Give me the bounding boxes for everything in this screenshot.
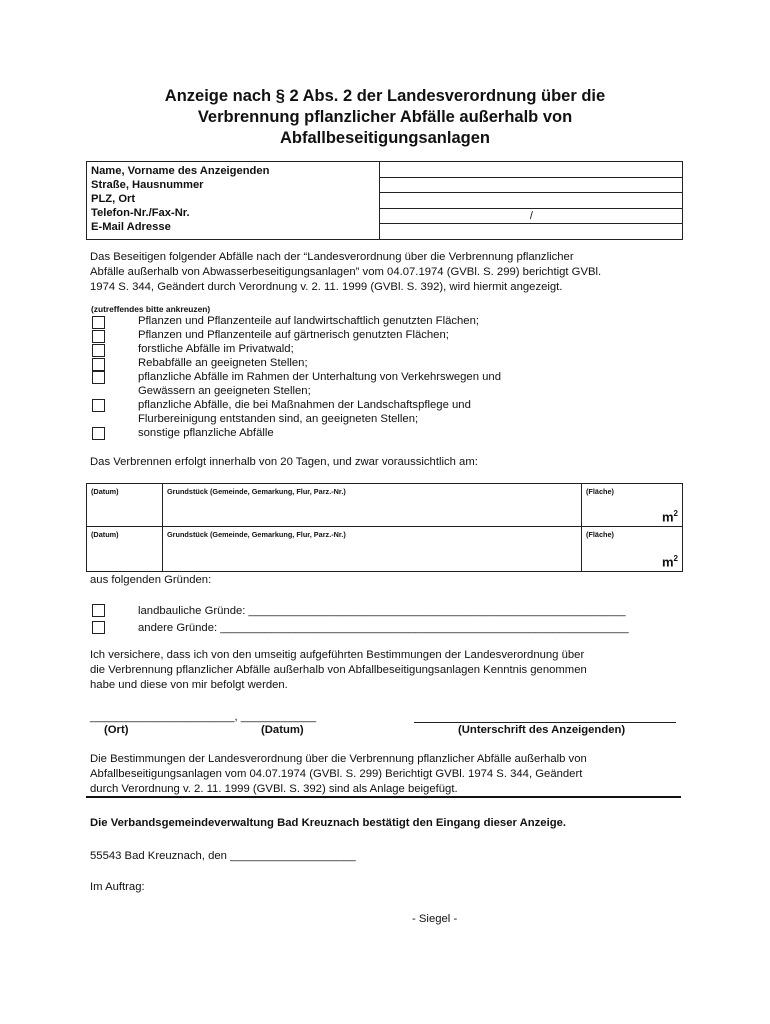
check-hint: (zutreffendes bitte ankreuzen) (91, 304, 211, 314)
place-date-blank[interactable]: _______________________, ____________ (90, 711, 317, 723)
on-behalf-label: Im Auftrag: (90, 881, 145, 893)
checkbox-traffic-routes[interactable] (92, 371, 105, 384)
signature-caption: (Unterschrift des Anzeigenden) (458, 724, 626, 736)
seal-label: - Siegel - (412, 913, 458, 925)
date-table-row (86, 483, 683, 527)
date-cell[interactable] (87, 527, 163, 571)
date-cell[interactable] (87, 484, 163, 526)
reason-agri: landbauliche Gründe: ____________________________________________________________ (138, 605, 626, 617)
plot-header: Grundstück (Gemeinde, Gemarkung, Flur, Parz.-Nr.) (167, 530, 346, 539)
checkbox-other-plant[interactable] (92, 427, 105, 440)
unit-sup: 2 (673, 508, 678, 518)
option-label: forstliche Abfälle im Privatwald; (138, 343, 294, 355)
phone-label: Telefon-Nr./Fax-Nr. (91, 207, 190, 219)
title-line: Verbrennung pflanzlicher Abfälle außerhalb von (197, 108, 573, 126)
burn-text: Das Verbrennen erfolgt innerhalb von 20 Tagen, und zwar voraussichtlich am: (90, 456, 478, 468)
name-label: Name, Vorname des Anzeigenden (91, 165, 270, 177)
area-cell[interactable] (582, 484, 682, 526)
checkbox-agri-reasons[interactable] (92, 604, 105, 617)
street-label: Straße, Hausnummer (91, 179, 204, 191)
option-label: Gewässern an geeigneten Stellen; (138, 385, 311, 397)
applicant-table (86, 161, 683, 240)
intro-paragraph (90, 250, 601, 295)
assurance-line: Ich versichere, dass ich von den umseitig aufgeführten Bestimmungen der Landesverordnung über (90, 649, 585, 661)
plot-cell[interactable] (163, 527, 582, 571)
unit-sup: 2 (673, 553, 678, 563)
city-field[interactable] (380, 193, 682, 209)
reason-other: andere Gründe: _________________________________________________________________ (138, 622, 629, 634)
attachment-line: Die Bestimmungen der Landesverordnung über die Verbrennung pflanzlicher Abfälle außerhalb von (90, 753, 587, 765)
name-field[interactable] (380, 162, 682, 178)
title-line: Anzeige nach § 2 Abs. 2 der Landesverordnung über die (164, 87, 606, 105)
section-divider (86, 796, 681, 798)
attachment-line: durch Verordnung v. 2. 11. 1999 (GVBl. S. 392) sind als Anlage beigefügt. (90, 783, 458, 795)
intro-line: Das Beseitigen folgender Abfälle nach der “Landesverordnung über die Verbrennung pflanzlicher (90, 251, 574, 263)
area-unit (662, 554, 678, 569)
option-label: pflanzliche Abfälle, die bei Maßnahmen der Landschaftspflege und (138, 399, 471, 411)
area-header: (Fläche) (586, 530, 614, 539)
date-header: (Datum) (91, 530, 119, 539)
title-line: Abfallbeseitigungsanlagen (280, 129, 490, 147)
assurance-line: habe und diese von mir befolgt werden. (90, 679, 288, 691)
unit-text: m (661, 509, 674, 524)
office-place-date: 55543 Bad Kreuznach, den ____________________ (90, 850, 356, 862)
assurance-line: die Verbrennung pflanzlicher Abfälle außerhalb von Abfallbeseitigungsanlagen Kenntnis genommen (90, 664, 587, 676)
date-header: (Datum) (91, 487, 119, 496)
date-table-row (86, 526, 683, 572)
waste-options (138, 314, 501, 440)
phone-separator: / (529, 209, 533, 222)
area-header: (Fläche) (586, 487, 614, 496)
office-confirmation: Die Verbandsgemeindeverwaltung Bad Kreuznach bestätigt den Eingang dieser Anzeige. (90, 817, 567, 829)
option-label: sonstige pflanzliche Abfälle (138, 427, 274, 439)
area-cell[interactable] (582, 527, 682, 571)
option-label: pflanzliche Abfälle im Rahmen der Unterhaltung von Verkehrswegen und (138, 371, 501, 383)
email-label: E-Mail Adresse (91, 221, 171, 233)
date-caption: (Datum) (261, 724, 304, 736)
checkbox-agricultural[interactable] (92, 316, 105, 329)
reasons-label: aus folgenden Gründen: (90, 574, 212, 586)
checkbox-forestry[interactable] (92, 344, 105, 357)
street-field[interactable] (380, 178, 682, 194)
checkbox-vine[interactable] (92, 358, 105, 371)
checkbox-other-reasons[interactable] (92, 621, 105, 634)
intro-line: 1974 S. 344, Geändert durch Verordnung v. 2. 11. 1999 (GVBl. S. 392), wird hiermit angezeigt. (90, 281, 563, 293)
checkbox-landscape[interactable] (92, 399, 105, 412)
checkbox-horticultural[interactable] (92, 330, 105, 343)
option-label: Pflanzen und Pflanzenteile auf gärtnerisch genutzten Flächen; (138, 329, 449, 341)
option-label: Rebabfälle an geeigneten Stellen; (138, 357, 308, 369)
applicant-fields (379, 162, 682, 240)
option-label: Pflanzen und Pflanzenteile auf landwirtschaftlich genutzten Flächen; (138, 315, 480, 327)
phone-field[interactable] (380, 209, 682, 225)
attachment-paragraph (90, 752, 587, 797)
unit-text: m (661, 554, 674, 569)
area-unit (662, 509, 678, 524)
reasons-list (138, 603, 629, 637)
applicant-labels (87, 162, 380, 240)
option-label: Flurbereinigung entstanden sind, an geeigneten Stellen; (138, 413, 419, 425)
email-field[interactable] (380, 224, 682, 239)
intro-line: Abfälle außerhalb von Abwasserbeseitigungsanlagen” vom 04.07.1974 (GVBl. S. 299) berichtigt GVBl. (90, 266, 602, 278)
plot-cell[interactable] (163, 484, 582, 526)
city-label: PLZ, Ort (91, 193, 136, 205)
attachment-line: Abfallbeseitigungsanlagen vom 04.07.1974 (GVBl. S. 299) Berichtigt GVBl. 1974 S. 344, Geändert (90, 768, 583, 780)
place-caption: (Ort) (104, 724, 129, 736)
plot-header: Grundstück (Gemeinde, Gemarkung, Flur, Parz.-Nr.) (167, 487, 346, 496)
document-title (90, 86, 680, 149)
assurance-paragraph (90, 648, 587, 693)
